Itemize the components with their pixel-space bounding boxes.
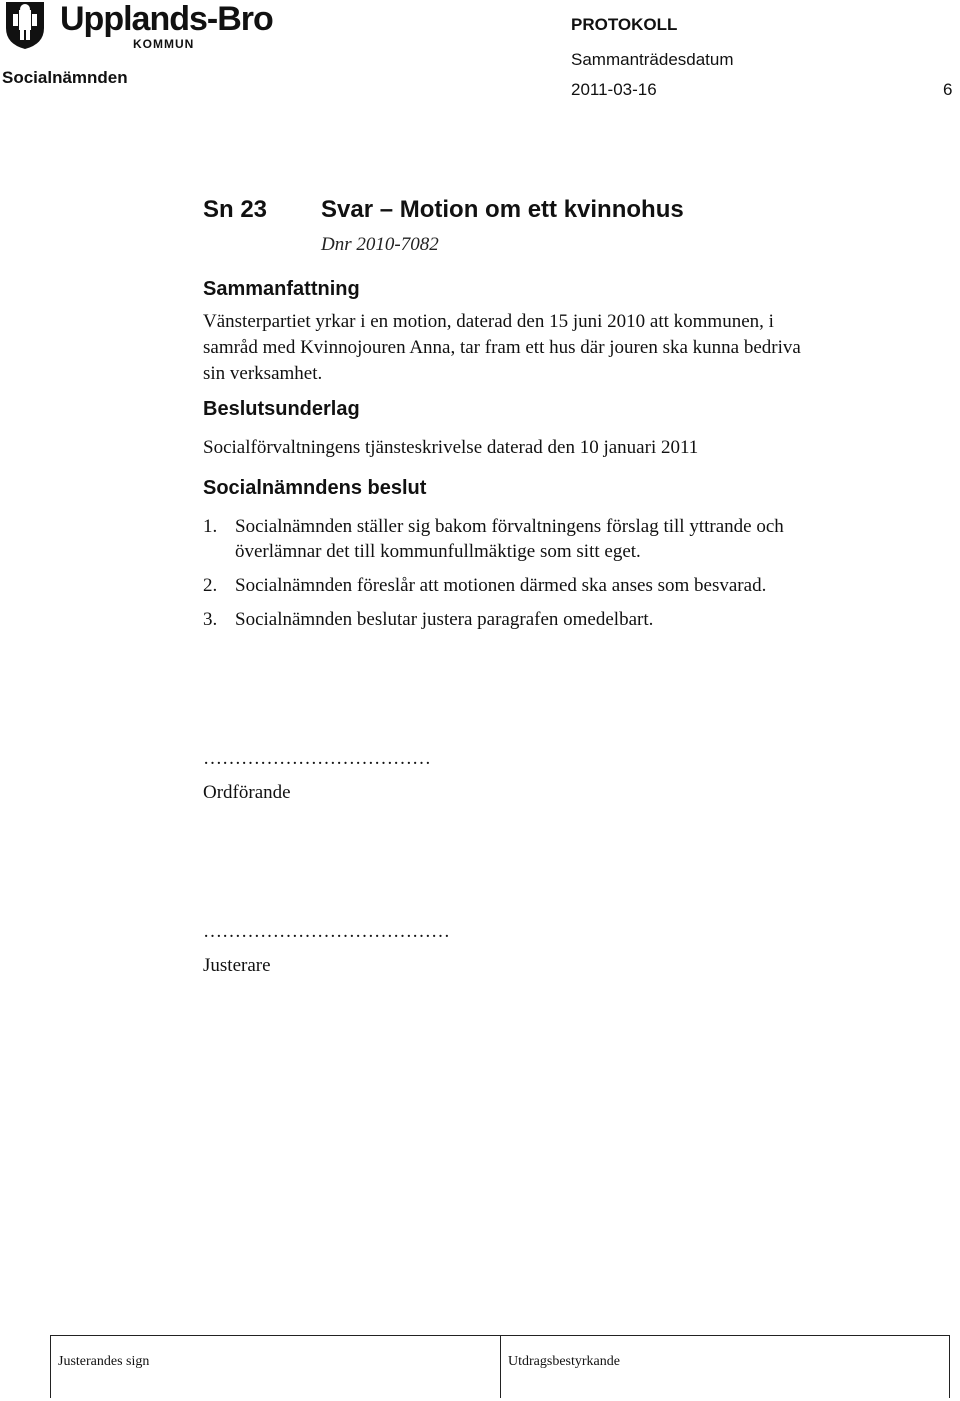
logo-wordmark: Upplands-Bro [60,0,273,38]
municipality-logo [2,0,302,52]
section-number: Sn 23 [203,196,268,223]
footer-divider [50,1336,51,1398]
summary-text [203,309,893,387]
basis-heading: Beslutsunderlag [203,398,360,420]
signature-line-chair: ……………………………… [203,748,431,769]
decision-item-text: Socialnämnden ställer sig bakom förvaltningens förslag till yttrande och [235,516,784,537]
signature-line-adjuster: ………………………………… [203,921,450,942]
signature-role-chair: Ordförande [203,782,291,803]
decision-item-text: Socialnämnden beslutar justera paragrafen omedelbart. [235,609,654,630]
decision-heading: Socialnämndens beslut [203,477,427,499]
footer-divider [949,1336,950,1398]
coat-of-arms-icon [2,0,48,50]
basis-text: Socialförvaltningens tjänsteskrivelse daterad den 10 januari 2011 [203,437,699,458]
decision-item-text: överlämnar det till kommunfullmäktige som sitt eget. [235,541,641,562]
adjuster-signature-label: Justerandes sign [58,1354,150,1369]
board-name: Socialnämnden [2,68,128,87]
meeting-date-label: Sammanträdesdatum [571,50,734,69]
page-number: 6 [943,80,953,99]
signature-role-adjuster: Justerare [203,955,271,976]
footer-divider [500,1336,501,1398]
case-number: Dnr 2010-7082 [321,234,439,255]
decision-item-number: 3. [203,609,218,630]
extract-certification-label: Utdragsbestyrkande [508,1354,620,1369]
summary-line: sin verksamhet. [203,363,323,384]
summary-line: samråd med Kvinnojouren Anna, tar fram ett hus där jouren ska kunna bedriva [203,337,801,358]
decision-item-number: 1. [203,516,218,537]
document-type: PROTOKOLL [571,15,678,34]
summary-heading: Sammanfattning [203,278,360,300]
footer-signature-box [50,1335,950,1398]
section-title: Svar – Motion om ett kvinnohus [321,196,684,223]
decision-item-number: 2. [203,575,218,596]
logo-subtitle: KOMMUN [133,37,195,51]
meeting-date: 2011-03-16 [571,80,657,99]
summary-line: Vänsterpartiet yrkar i en motion, daterad den 15 juni 2010 att kommunen, i [203,311,774,332]
decision-item-text: Socialnämnden föreslår att motionen därmed ska anses som besvarad. [235,575,767,596]
